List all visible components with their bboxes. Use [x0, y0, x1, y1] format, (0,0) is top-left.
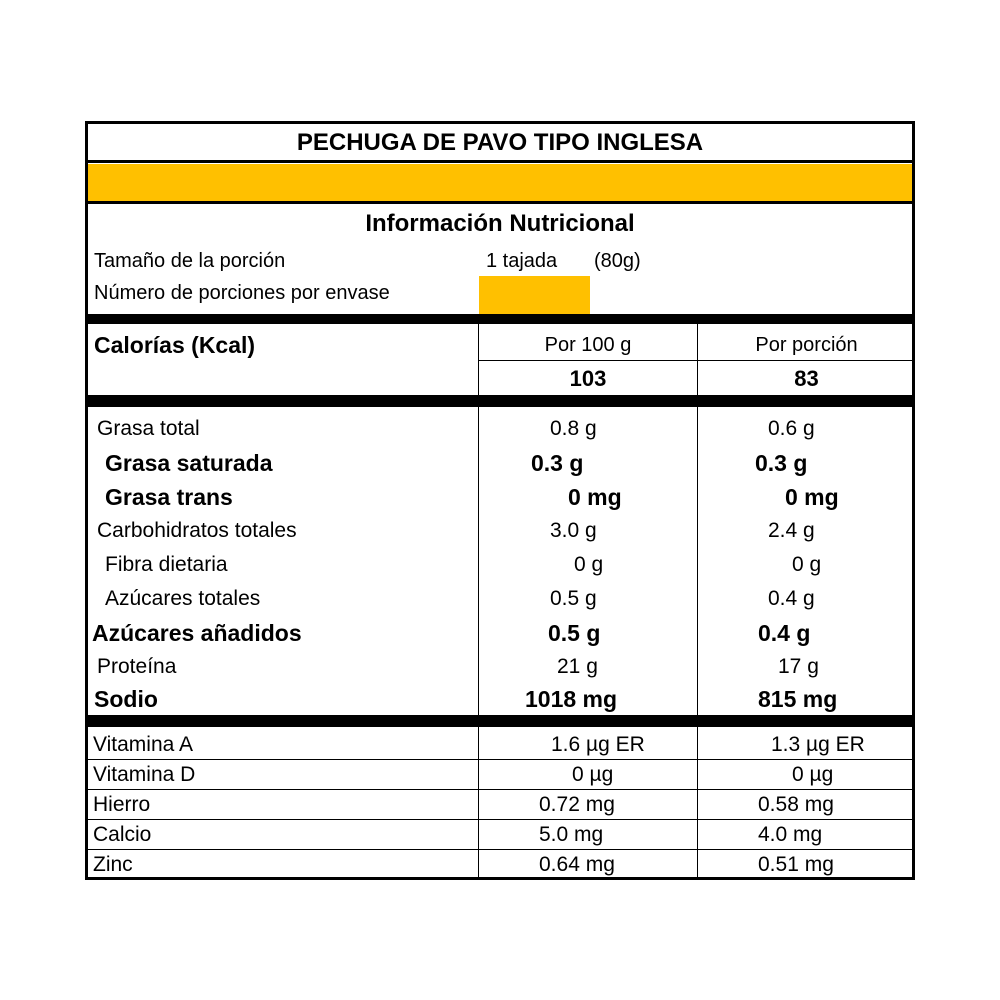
nutrient-label: Fibra dietaria — [105, 553, 228, 576]
vitamin-value-per-portion: 1.3 µg ER — [771, 733, 865, 756]
nutrient-label: Grasa total — [97, 417, 200, 440]
nutrient-row — [88, 582, 912, 616]
divider — [88, 160, 912, 163]
nutrient-label: Grasa saturada — [105, 450, 273, 476]
vitamin-value-per-100g: 0.72 mg — [539, 793, 615, 816]
nutrient-row — [88, 514, 912, 548]
nutrient-row — [88, 548, 912, 582]
vitamin-value-per-portion: 4.0 mg — [758, 823, 823, 846]
servings-per-container-value — [479, 276, 590, 314]
column-header-per-portion: Por porción — [755, 334, 858, 356]
vitamin-label: Vitamina A — [93, 733, 194, 756]
nutrient-row — [88, 412, 912, 446]
nutrient-label: Grasa trans — [105, 484, 233, 510]
nutrient-label: Carbohidratos totales — [97, 519, 297, 542]
nutrient-value-per-portion: 0.4 g — [758, 620, 811, 646]
nutrient-value-per-100g: 0.5 g — [548, 620, 601, 646]
serving-size-label: Tamaño de la porción — [94, 250, 286, 272]
vitamin-value-per-100g: 5.0 mg — [539, 823, 604, 846]
nutrient-label: Proteína — [97, 655, 177, 678]
serving-size-value: 1 tajada — [486, 250, 558, 272]
thick-divider — [88, 395, 912, 407]
calories-per-portion: 83 — [794, 366, 819, 391]
vitamin-value-per-portion: 0.51 mg — [758, 853, 834, 876]
nutrient-value-per-portion: 815 mg — [758, 686, 838, 712]
column-header-per-100g: Por 100 g — [544, 334, 632, 356]
calories-label: Calorías (Kcal) — [94, 332, 256, 358]
nutrient-value-per-100g: 0.5 g — [550, 587, 597, 610]
nutrient-value-per-100g: 3.0 g — [550, 519, 597, 542]
vitamin-row — [88, 790, 912, 820]
vitamin-label: Zinc — [93, 853, 133, 876]
divider — [88, 201, 912, 204]
nutrient-row — [88, 684, 912, 715]
product-title: PECHUGA DE PAVO TIPO INGLESA — [296, 129, 704, 156]
section-title: Información Nutricional — [365, 210, 635, 237]
vitamin-row — [88, 730, 912, 760]
column-divider — [697, 324, 698, 395]
column-divider — [478, 407, 479, 715]
nutrient-row — [88, 650, 912, 684]
accent-band — [88, 164, 912, 201]
vitamin-label: Vitamina D — [93, 763, 196, 786]
nutrient-value-per-portion: 0.3 g — [755, 450, 808, 476]
thick-divider — [88, 314, 912, 324]
nutrient-value-per-portion: 2.4 g — [768, 519, 815, 542]
nutrient-value-per-portion: 0.4 g — [768, 587, 815, 610]
nutrient-value-per-portion: 17 g — [778, 655, 819, 678]
vitamin-value-per-100g: 0 µg — [572, 763, 614, 786]
divider — [478, 360, 912, 361]
nutrient-value-per-portion: 0 mg — [785, 484, 839, 510]
nutrient-row — [88, 480, 912, 514]
nutrient-label: Azúcares añadidos — [92, 620, 302, 646]
nutrient-value-per-portion: 0.6 g — [768, 417, 815, 440]
nutrition-label — [85, 121, 915, 880]
vitamin-row — [88, 850, 912, 880]
nutrient-value-per-100g: 21 g — [557, 655, 598, 678]
nutrient-value-per-100g: 0.8 g — [550, 417, 597, 440]
vitamin-label: Calcio — [93, 823, 152, 846]
vitamin-value-per-portion: 0 µg — [792, 763, 834, 786]
nutrient-row — [88, 446, 912, 480]
column-divider — [478, 324, 479, 395]
nutrient-value-per-100g: 0 g — [574, 553, 604, 576]
nutrient-row — [88, 616, 912, 650]
servings-per-container-label: Número de porciones por envase — [94, 282, 390, 304]
column-divider — [697, 727, 698, 880]
column-divider — [697, 407, 698, 715]
nutrient-value-per-portion: 0 g — [792, 553, 822, 576]
calories-per-100g: 103 — [569, 366, 607, 391]
nutrient-label: Azúcares totales — [105, 587, 261, 610]
vitamin-row — [88, 760, 912, 790]
vitamin-value-per-portion: 0.58 mg — [758, 793, 834, 816]
nutrient-value-per-100g: 1018 mg — [525, 686, 618, 712]
nutrient-value-per-100g: 0.3 g — [531, 450, 584, 476]
vitamin-value-per-100g: 0.64 mg — [539, 853, 615, 876]
serving-size-weight: (80g) — [594, 250, 641, 272]
column-divider — [478, 727, 479, 880]
nutrient-value-per-100g: 0 mg — [568, 484, 622, 510]
vitamin-row — [88, 820, 912, 850]
vitamin-label: Hierro — [93, 793, 151, 816]
nutrient-label: Sodio — [94, 686, 158, 712]
vitamin-value-per-100g: 1.6 µg ER — [551, 733, 645, 756]
thick-divider — [88, 715, 912, 727]
